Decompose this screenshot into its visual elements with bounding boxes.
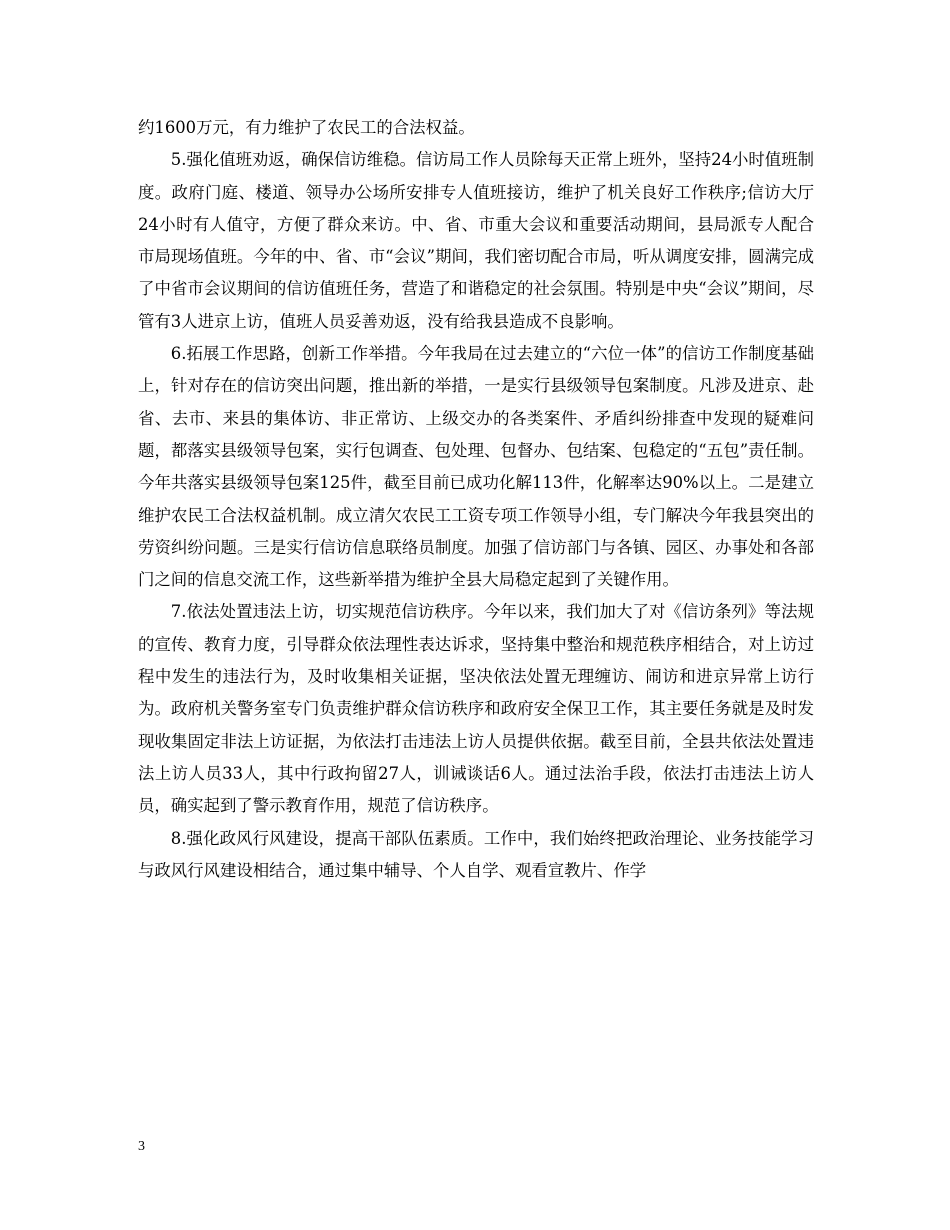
paragraph-continuation: 约1600万元，有力维护了农民工的合法权益。: [138, 118, 475, 137]
paragraph-item-8: 8.强化政风行风建设，提高干部队伍素质。工作中，我们始终把政治理论、业务技能学习与政风行风建设相结合，通过集中辅导、个人自学、观看宣教片、作学: [138, 828, 814, 880]
paragraph-item-6: 6.拓展工作思路，创新工作举措。今年我局在过去建立的“六位一体”的信访工作制度基础上，针对存在的信访突出问题，推出新的举措，一是实行县级领导包案制度。凡涉及进京、赴省、去市、来县的集体访、非正常访、上级交办的各类案件、矛盾纠纷排查中发现的疑难问题，都落实县级领导包案，实行包调查、包处理、包督办、包结案、包稳定的“五包”责任制。今年共落实县级领导包案125件，截至目前已成功化解113件，化解率达90%以上。二是建立维护农民工合法权益机制。成立清欠农民工工资专项工作领导小组，专门解决今年我县突出的劳资纠纷问题。三是实行信访信息联络员制度。加强了信访部门与各镇、园区、办事处和各部门之间的信息交流工作，这些新举措为维护全县大局稳定起到了关键作用。: [138, 344, 814, 590]
paragraph-item-7: 7.依法处置违法上访，切实规范信访秩序。今年以来，我们加大了对《信访条列》等法规的宣传、教育力度，引导群众依法理性表达诉求，坚持集中整治和规范秩序相结合，对上访过程中发生的违法行为，及时收集相关证据，坚决依法处置无理缠访、闹访和进京异常上访行为。政府机关警务室专门负责维护群众信访秩序和政府安全保卫工作，其主要任务就是及时发现收集固定非法上访证据，为依法打击违法上访人员提供依据。截至目前，全县共依法处置违法上访人员33人，其中行政拘留27人，训诫谈话6人。通过法治手段，依法打击违法上访人员，确实起到了警示教育作用，规范了信访秩序。: [138, 602, 814, 816]
paragraph-item-5: 5.强化值班劝返，确保信访维稳。信访局工作人员除每天正常上班外，坚持24小时值班制度。政府门庭、楼道、领导办公场所安排专人值班接访，维护了机关良好工作秩序;信访大厅24小时有人值守，方便了群众来访。中、省、市重大会议和重要活动期间，县局派专人配合市局现场值班。今年的中、省、市“会议”期间，我们密切配合市局，听从调度安排，圆满完成了中省市会议期间的信访值班任务，营造了和谐稳定的社会氛围。特别是中央“会议”期间，尽管有3人进京上访，值班人员妥善劝返，没有给我县造成不良影响。: [138, 150, 814, 331]
body-text: [138, 112, 814, 887]
page-number: 3: [138, 1139, 145, 1154]
